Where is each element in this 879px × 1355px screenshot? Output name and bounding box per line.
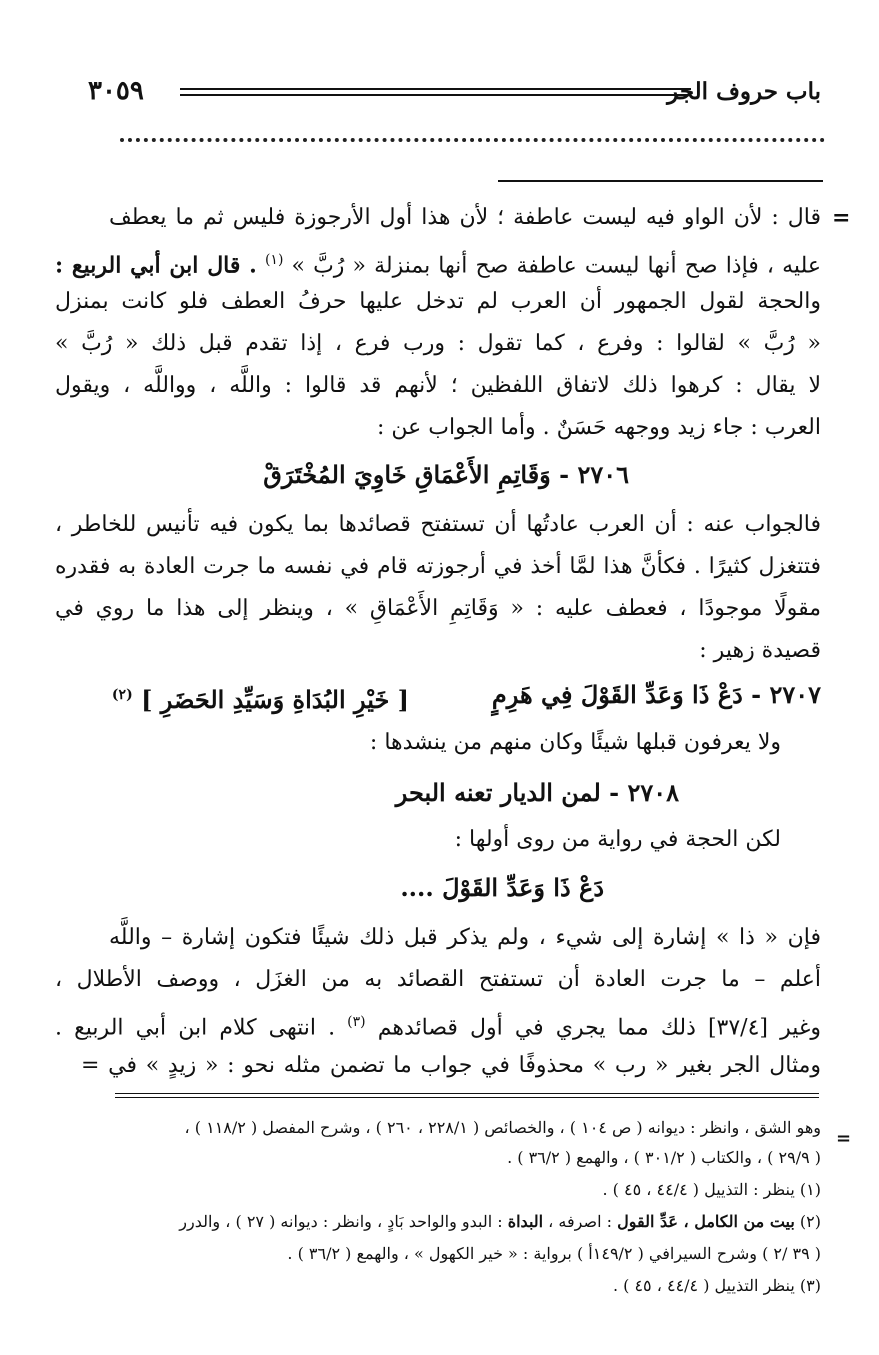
body-bold-text: . قال ابن أبي الربيع : xyxy=(55,252,257,279)
body-line: فإن « ذا » إشارة إلى شيء ، ولم يذكر قبل ذلك شيئًا فتكون إشارة – واللَّه xyxy=(109,925,821,950)
footnote-ref: (٢) xyxy=(111,687,133,703)
body-line: ولا يعرفون قبلها شيئًا وكان منهم من ينشدها : xyxy=(369,730,781,755)
body-line: فتتغزل كثيرًا . فكأنَّ هذا لمَّا أخذ في أرجوزته قام في نفسه ما جرت العادة به فقدره xyxy=(55,554,821,579)
header-double-rule xyxy=(180,88,691,96)
body-line: العرب : جاء زيد ووجهه حَسَنٌ . وأما الجواب عن : xyxy=(376,415,821,440)
body-line: قال : لأن الواو فيه ليست عاطفة ؛ لأن هذا أول الأرجوزة فليس ثم ما يعطف xyxy=(109,205,821,230)
body-line: مقولًا موجودًا ، فعطف عليه : « وَقَاتِمِ الأَعْمَاقِ » ، وينظر إلى هذا ما روي في xyxy=(55,596,821,621)
footnote-bold: بيت من الكامل ، عَدِّ القول xyxy=(617,1212,795,1231)
body-line: لكن الحجة في رواية من روى أولها : xyxy=(454,827,781,852)
continuation-mark: = xyxy=(832,205,851,231)
verse-quote: دَعْ ذَا وَعَدِّ القَوْلَ .... xyxy=(400,873,604,902)
verse-2706: ٢٧٠٦ - وَقَاتِمِ الأَعْمَاقِ خَاوِيَ المُخْتَرَقْ xyxy=(263,460,629,489)
body-line xyxy=(55,1002,821,1048)
footnote-line: ( ٢٩/٩ ) ، والكتاب ( ٣٠١/٢ ) ، والهمع ( ٣٦/٢ ) . xyxy=(507,1148,821,1167)
dotted-separator xyxy=(120,138,825,154)
footnote-line: ( ٣٩ /٢ ) وشرح السيرافي ( ١٤٩/٢أ ) برواية : « خير الكهول » ، والهمع ( ٣٦/٢ ) . xyxy=(287,1244,821,1263)
verse-2707-first-hemistich: ٢٧٠٧ - دَعْ ذَا وَعَدِّ القَوْلَ فِي هَرِمٍ xyxy=(491,680,821,709)
footnote-continuation-mark: = xyxy=(836,1128,852,1149)
body-text: وغير [٣٧/٤] ذلك مما يجري في أول قصائدهم xyxy=(365,1015,821,1041)
verse-text: [ خَيْرِ البُدَاةِ وَسَيِّدِ الحَضَرِ ] xyxy=(141,685,409,714)
footnote-3: (٣) ينظر التذييل ( ٤٤/٤ ، ٤٥ ) . xyxy=(612,1276,821,1295)
chapter-title: باب حروف الجر xyxy=(667,78,821,105)
verse-2707-second-hemistich xyxy=(112,675,409,720)
body-line: « رُبَّ » لقالوا : وفرع ، كما تقول : ورب فرع ، إذا تقدم قبل ذلك « رُبَّ » xyxy=(55,331,821,356)
footnote-1: (١) ينظر : التذييل ( ٤٤/٤ ، ٤٥ ) . xyxy=(602,1180,821,1199)
running-header xyxy=(88,78,821,114)
body-line: والحجة لقول الجمهور أن العرب لم تدخل عليها حرفُ العطف فلو كانت بمنزل xyxy=(55,289,821,314)
verse-2708: ٢٧٠٨ - لمن الديار تعنه البحر xyxy=(395,778,679,807)
short-separator-rule xyxy=(498,180,823,182)
footnote-number: (٢) xyxy=(799,1212,821,1231)
page-number: ٣٠٥٩ xyxy=(88,76,144,106)
footnote-bold: البداة xyxy=(507,1212,544,1231)
body-line: لا يقال : كرهوا ذلك لاتفاق اللفظين ؛ لأنهم قد قالوا : واللَّه ، وواللَّه ، ويقول xyxy=(55,373,821,398)
body-line: قصيدة زهير : xyxy=(699,638,821,663)
body-line xyxy=(55,240,821,286)
body-line: أعلم – ما جرت العادة أن تستفتح القصائد به من الغزَل ، ووصف الأطلال ، xyxy=(55,967,821,992)
footnote-text: : اصرفه ، xyxy=(543,1212,618,1231)
footnote-separator xyxy=(115,1093,819,1098)
footnote-ref: (١) xyxy=(264,252,284,268)
footnote-2 xyxy=(179,1207,821,1237)
body-line: ومثال الجر بغير « رب » محذوفًا في جواب ما تضمن مثله نحو : « زيدٍ » في = xyxy=(81,1053,821,1078)
footnote-text: : البدو والواحد بَادٍ ، وانظر : ديوانه ( ٢٧ ) ، والدرر xyxy=(179,1212,508,1231)
footnote-ref: (٣) xyxy=(347,1014,366,1030)
body-text: عليه ، فإذا صح أنها ليست عاطفة صح أنها بمنزلة « رُبَّ » xyxy=(283,253,821,279)
footnote-line: وهو الشق ، وانظر : ديوانه ( ص ١٠٤ ) ، والخصائص ( ٢٢٨/١ ، ٢٦٠ ) ، وشرح المفصل ( ١١٨/٢ ) ، xyxy=(184,1118,821,1137)
body-text: . انتهى كلام ابن أبي الربيع . xyxy=(55,1015,336,1041)
body-line: فالجواب عنه : أن العرب عادتُها أن تستفتح قصائدها بما يكون فيه تأنيس للخاطر ، xyxy=(55,512,821,537)
